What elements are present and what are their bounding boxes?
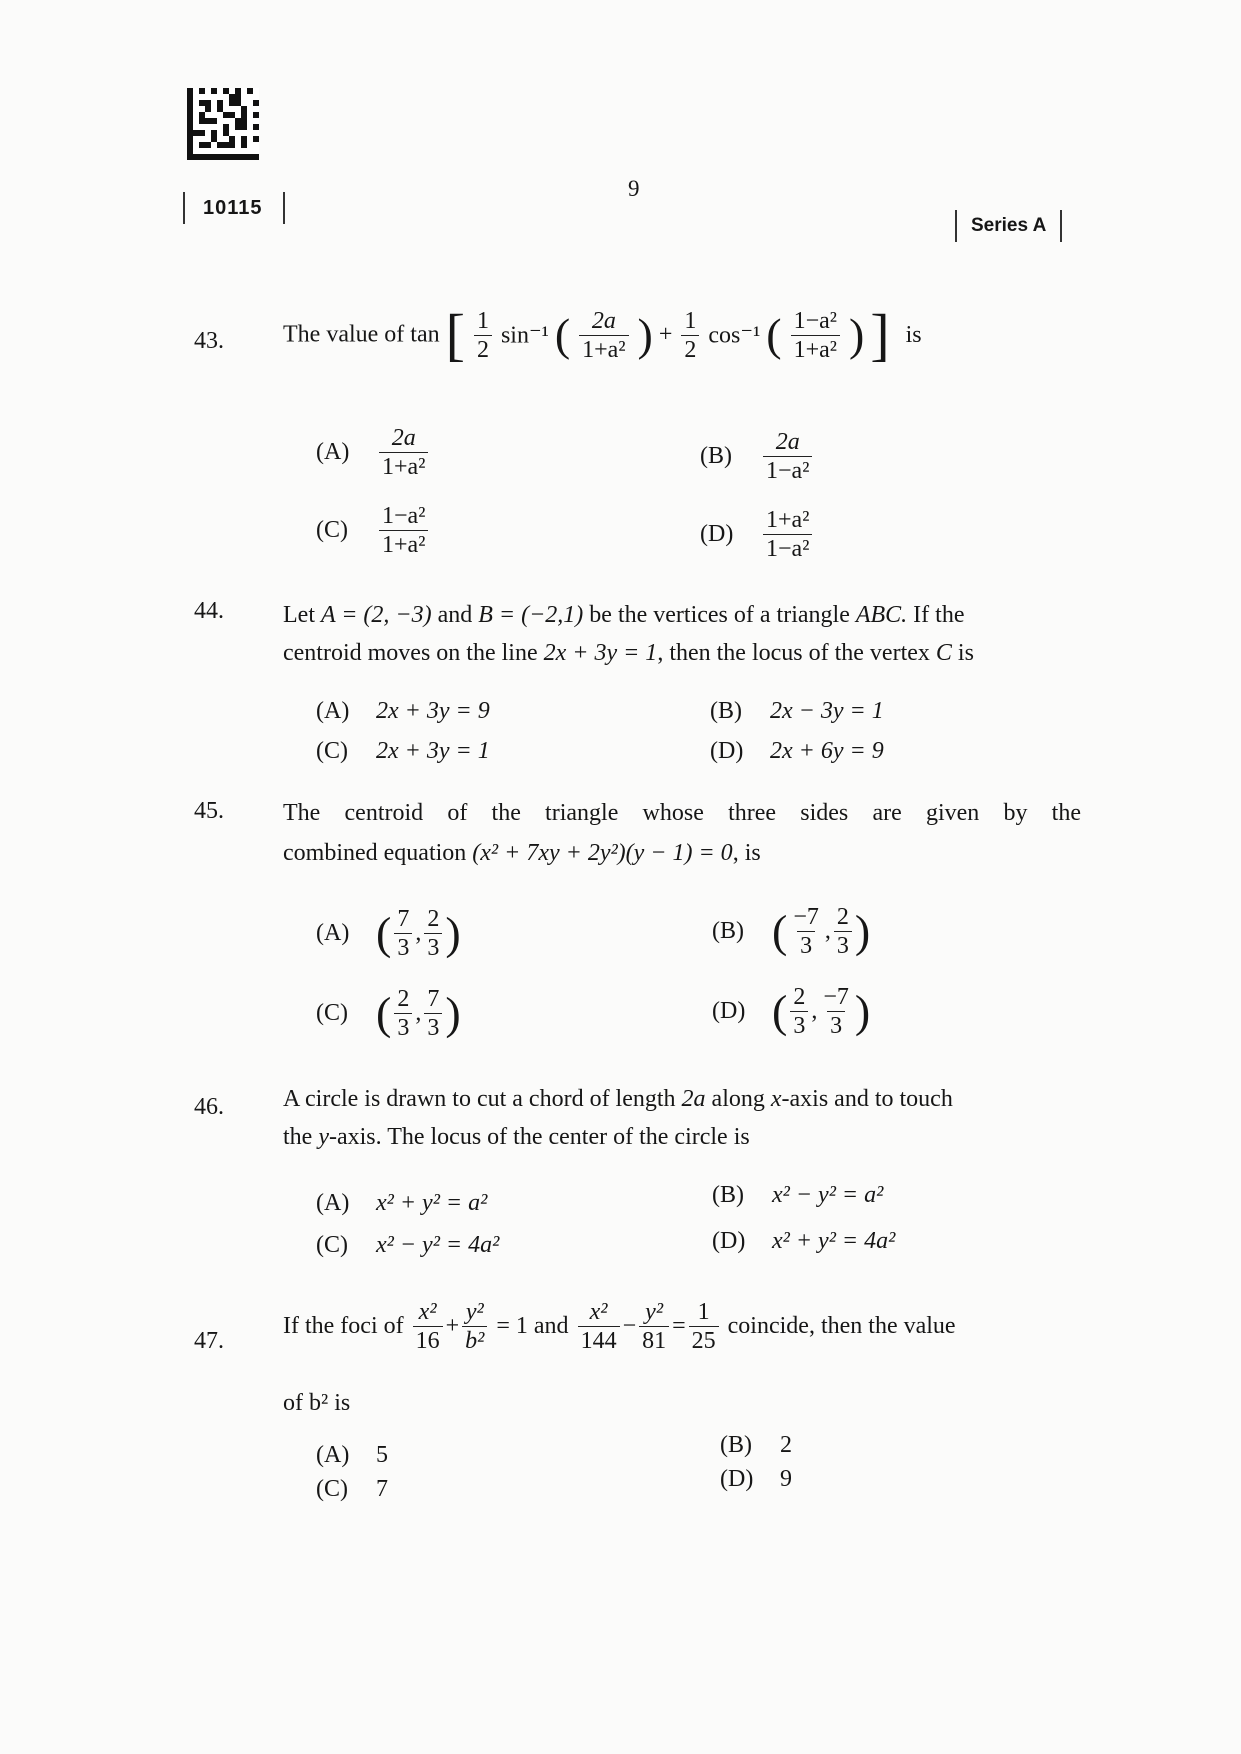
q44-option-a[interactable]: (A) 2x + 3y = 9	[316, 698, 490, 724]
question-43-text: The value of tan [ $\frac{1}{2}$ sin⁻¹ ( $\frac{2a}{\text{1+a²}}$ ) + $\frac{1}{2}$ cos⁻¹ ( $\frac{\text{1−a²}}{\text{1+a²}}$ ) ] is	[283, 302, 922, 367]
q46-option-a[interactable]: (A) x² + y² = a²	[316, 1190, 488, 1216]
question-43-number: 43.	[194, 328, 224, 354]
left-bracket: [	[445, 302, 465, 367]
question-44-line-1: Let A = (2, −3) and B = (−2,1) be the vertices of a triangle ABC. If the	[283, 602, 965, 628]
half-fraction: $\frac{1}{2}$	[474, 307, 492, 364]
question-47-line-2: of b² is	[283, 1390, 351, 1416]
question-46-line-2: the y-axis. The locus of the center of the circle is	[283, 1124, 750, 1150]
q45-option-c[interactable]: (C) ( $\frac{2}{3}$ , $\frac{7}{3}$ )	[316, 986, 461, 1041]
q47-option-b[interactable]: (B) 2	[720, 1432, 792, 1458]
q44-option-c[interactable]: (C) 2x + 3y = 1	[316, 738, 490, 764]
q47-option-c[interactable]: (C) 7	[316, 1476, 388, 1502]
question-45-line-1: The centroid of the triangle whose three sides are given by the	[283, 800, 1081, 826]
question-46-text	[283, 1080, 1083, 1156]
question-47-line-1: If the foci of $\frac{\text{x²}}{16}$ + $\frac{\text{y²}}{\text{b²}}$ = 1 and $\frac{\text{x²}}{144}$ − $\frac{\text{y²}}{81}$ = $\frac{1}{25}$ coincide, then the value	[283, 1299, 956, 1354]
q47-option-a[interactable]: (A) 5	[316, 1442, 388, 1468]
half-fraction-2: $\frac{1}{2}$	[681, 307, 699, 364]
q46-option-d[interactable]: (D) x² + y² = 4a²	[712, 1228, 896, 1254]
q46-option-b[interactable]: (B) x² − y² = a²	[712, 1182, 884, 1208]
q46-option-c[interactable]: (C) x² − y² = 4a²	[316, 1232, 500, 1258]
series-label-text: Series A	[971, 215, 1047, 236]
page-number: 9	[628, 176, 640, 201]
question-44-number: 44.	[194, 598, 224, 624]
q45-option-d[interactable]: (D) ( $\frac{2}{3}$ , $\frac{-7}{3}$ )	[712, 984, 871, 1039]
q43-option-b[interactable]: (B) $\frac{2a}{\text{1−a²}}$	[700, 428, 815, 485]
question-47-number: 47.	[194, 1328, 224, 1354]
q44-option-d[interactable]: (D) 2x + 6y = 9	[710, 738, 884, 764]
question-44-line-2: centroid moves on the line 2x + 3y = 1, then the locus of the vertex C is	[283, 640, 974, 666]
document-number	[183, 192, 285, 224]
question-44-text	[283, 596, 1083, 672]
q43-option-d[interactable]: (D) $\frac{\text{1+a²}}{\text{1−a²}}$	[700, 506, 815, 563]
q43-option-a[interactable]: (A) $\frac{2a}{\text{1+a²}}$	[316, 424, 431, 481]
question-46-line-1: A circle is drawn to cut a chord of length 2a along x-axis and to touch	[283, 1086, 953, 1112]
q45-option-a[interactable]: (A) ( $\frac{7}{3}$ , $\frac{2}{3}$ )	[316, 906, 461, 961]
q44-option-b[interactable]: (B) 2x − 3y = 1	[710, 698, 884, 724]
qr-code	[187, 88, 259, 160]
series-label	[955, 210, 1062, 242]
q45-option-b[interactable]: (B) ( $\frac{-7}{3}$ , $\frac{2}{3}$ )	[712, 904, 871, 959]
question-45-line-2: combined equation (x² + 7xy + 2y²)(y − 1) = 0, is	[283, 840, 761, 866]
right-bracket: ]	[870, 302, 890, 367]
document-number-text: 10115	[203, 196, 263, 219]
sin-argument: $\frac{2a}{\text{1+a²}}$	[579, 307, 628, 364]
question-46-number: 46.	[194, 1094, 224, 1120]
cos-argument: $\frac{\text{1−a²}}{\text{1+a²}}$	[791, 307, 840, 364]
question-45-number: 45.	[194, 798, 224, 824]
q43-option-c[interactable]: (C) $\frac{\text{1−a²}}{\text{1+a²}}$	[316, 502, 431, 559]
q47-option-d[interactable]: (D) 9	[720, 1466, 792, 1492]
